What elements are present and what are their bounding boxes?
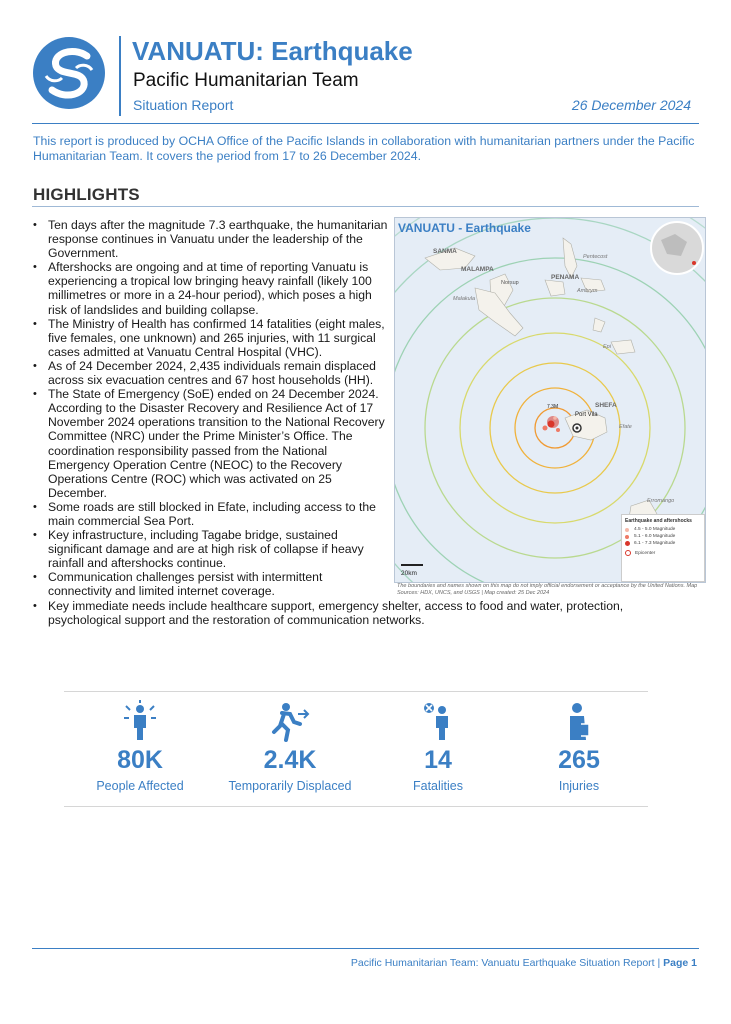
intro-paragraph: This report is produced by OCHA Office of the Pacific Islands in collaboration with humanitarian partners under the Pacific Humanitarian Team. It covers the period from 17 to 26 December 2024. (33, 134, 695, 163)
stats-divider-top (64, 691, 648, 692)
map-legend (621, 514, 705, 582)
map-label-penama: PENAMA (551, 274, 580, 281)
stat-label: People Affected (96, 779, 184, 793)
map-label-efate: Efate (619, 424, 632, 430)
injury-icon (559, 700, 599, 742)
legend-dot-icon (625, 528, 629, 532)
legend-dot-icon (625, 535, 629, 539)
footer-divider (32, 948, 699, 949)
legend-label: 5.1 - 6.0 Magnitude (634, 534, 676, 539)
page-title: VANUATU: Earthquake (132, 36, 413, 66)
report-type: Situation Report (133, 97, 234, 113)
highlights-divider (32, 206, 699, 207)
highlight-item: • Some roads are still blocked in Efate, including access to the main commercial Sea Port. (31, 500, 388, 528)
map-scale-label: 20km (401, 570, 417, 577)
stat-value: 14 (424, 746, 452, 774)
highlight-item: • Aftershocks are ongoing and at time of reporting Vanuatu is experiencing a tropical low bringing heavy rainfall (likely 100 millimetres or more in a 24-hour period), which poses a high risk of landslides and building collapse. (31, 260, 388, 316)
legend-label: 6.1 - 7.3 Magnitude (634, 541, 676, 546)
map-label-magnitude: 7.3M (547, 404, 559, 410)
epicenter-icon (625, 550, 631, 556)
map-label-norsup: Norsup (501, 280, 519, 286)
map-title: VANUATU - Earthquake (398, 221, 531, 235)
earthquake-map (394, 217, 706, 583)
stats-divider-bottom (64, 806, 648, 807)
map-label-epi: Epi (603, 344, 611, 350)
report-date: 26 December 2024 (571, 97, 691, 113)
people-affected-icon (120, 700, 160, 742)
highlight-item: • Key infrastructure, including Tagabe bridge, sustained significant damage and are at high risk of collapse if heavy rainfall and aftershocks continue. (31, 528, 388, 570)
stat-label: Fatalities (412, 779, 464, 793)
stat-value: 2.4K (263, 746, 317, 774)
highlight-item: • As of 24 December 2024, 2,435 individuals remain displaced across six evacuation centres and 67 host households (HH). (31, 359, 388, 387)
highlight-item: • The Ministry of Health has confirmed 14 fatalities (eight males, five females, one unknown) and 265 injuries, with 11 surgical cases admitted at Vanuatu Central Hospital (VHC). (31, 317, 388, 359)
legend-label: 4.5 - 5.0 Magnitude (634, 527, 676, 532)
fatality-icon (418, 700, 458, 742)
page-number: Page 1 (663, 957, 697, 969)
legend-dot-icon (625, 541, 630, 546)
legend-item (622, 526, 704, 533)
header-divider (119, 36, 121, 116)
stat-people-affected (67, 700, 213, 793)
legend-item (622, 540, 704, 547)
map-label-shefa: SHEFA (595, 402, 617, 409)
map-label-pentecost: Pentecost (583, 254, 608, 260)
ocha-logo (32, 36, 106, 110)
highlight-item: • Communication challenges persist with intermittent connectivity and limited internet coverage. (31, 570, 388, 598)
page-subtitle: Pacific Humanitarian Team (133, 70, 359, 91)
stat-fatalities (365, 700, 511, 793)
map-label-port-vila: Port Vila (575, 412, 598, 418)
stat-injuries (506, 700, 652, 793)
map-label-malampa: MALAMPA (461, 266, 494, 273)
highlight-item: • The State of Emergency (SoE) ended on 24 December 2024. According to the Disaster Recovery and Resilience Act of 17 November 2024 operations transition to the National Recovery Committee (NRC) under the Prime Minister’s Office. The coordination responsibility passed from the National Emergency Operation Centre (NEOC) to the Recovery Operations Centre (ROC) which was activated on 25 December. (31, 387, 388, 500)
stat-temporarily-displaced (217, 700, 363, 793)
footer-text: Pacific Humanitarian Team: Vanuatu Earthquake Situation Report (350, 957, 655, 969)
map-label-ambrym: Ambrym (577, 288, 598, 294)
highlight-item: • Key immediate needs include healthcare support, emergency shelter, access to food and water, protection, psychological support and the restoration of communication networks. (31, 599, 688, 627)
top-divider (32, 123, 699, 124)
stat-value: 80K (117, 746, 163, 774)
map-caption: The boundaries and names shown on this map do not imply official endorsement or acceptance by the United Nations. Map Sources: HDX, UNCS, and USGS | Map created: 25 Dec 2024 (397, 583, 698, 596)
legend-item (622, 533, 704, 540)
stat-value: 265 (558, 746, 600, 774)
map-label-malakula: Malakula (453, 296, 476, 302)
page-footer (351, 957, 697, 969)
displaced-person-icon (270, 700, 310, 742)
stat-label: Temporarily Displaced (228, 779, 352, 793)
highlights-heading: HIGHLIGHTS (33, 185, 140, 204)
stat-label: Injuries (558, 779, 600, 793)
legend-title: Earthquake and aftershocks (625, 518, 692, 524)
highlight-item: • Ten days after the magnitude 7.3 earthquake, the humanitarian response continues in Vanuatu under the leadership of the Government. (31, 218, 388, 260)
footer-separator: | (654, 957, 664, 969)
legend-item (622, 547, 704, 557)
map-label-sanma: SANMA (433, 248, 457, 255)
map-label-erromango: Erromango (647, 498, 675, 504)
legend-label: Epicenter (635, 550, 656, 556)
